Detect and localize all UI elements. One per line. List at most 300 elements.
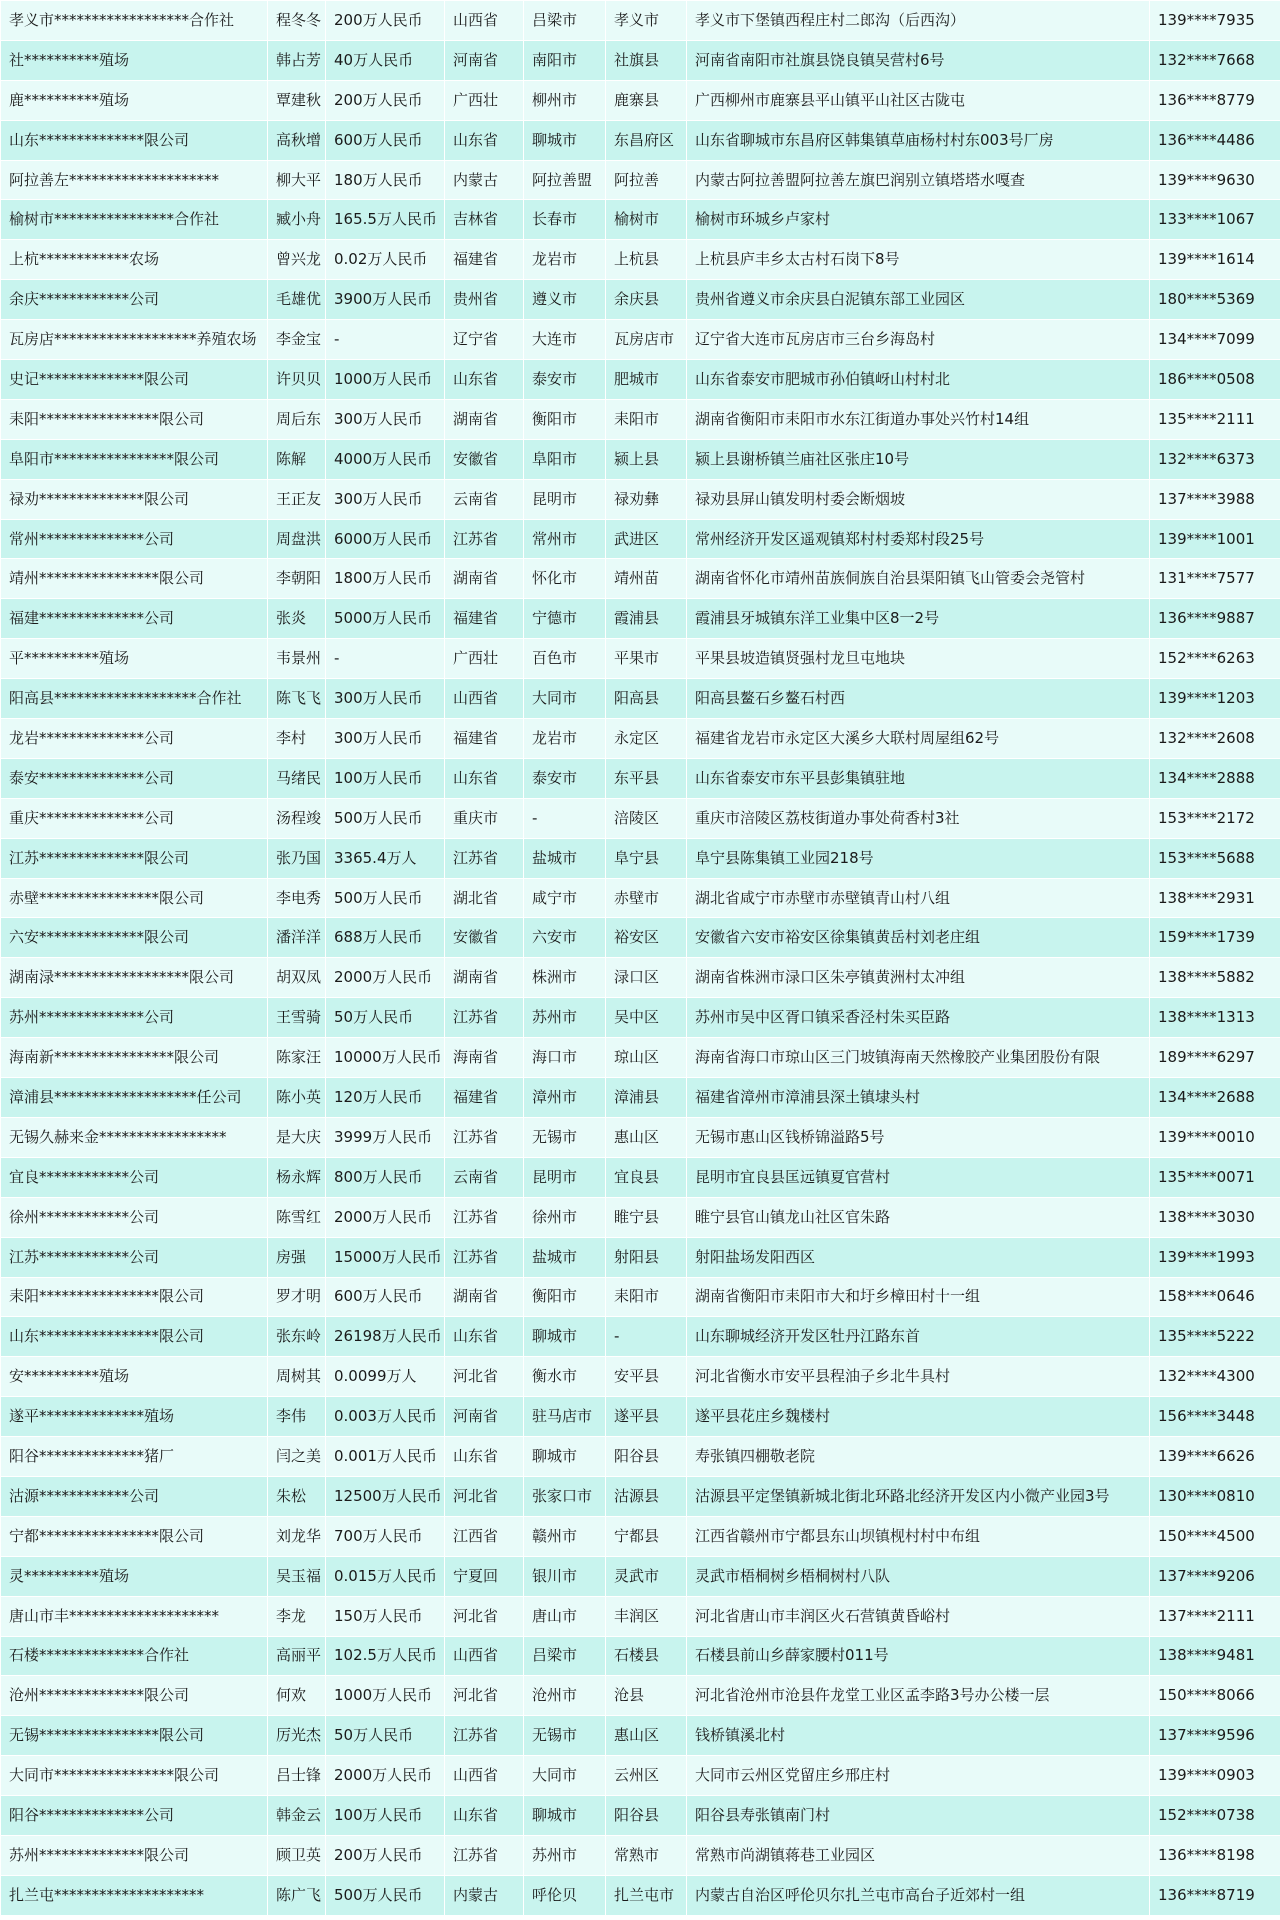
district-cell: 瓦房店市 xyxy=(606,320,687,360)
city-cell: 银川市 xyxy=(524,1556,606,1596)
province-cell: 山东省 xyxy=(445,1437,524,1477)
address-cell: 常州经济开发区遥观镇郑村村委郑村段25号 xyxy=(687,519,1150,559)
province-cell: 河北省 xyxy=(445,1676,524,1716)
address-cell: 河北省唐山市丰润区火石营镇黄昏峪村 xyxy=(687,1596,1150,1636)
province-cell: 内蒙古 xyxy=(445,1875,524,1915)
table-row xyxy=(1,399,1280,439)
province-cell: 河北省 xyxy=(445,1596,524,1636)
province-cell: 宁夏回 xyxy=(445,1556,524,1596)
province-cell: 江苏省 xyxy=(445,1197,524,1237)
legal-rep-cell: 闫之美 xyxy=(268,1437,326,1477)
phone-cell: 139****0010 xyxy=(1150,1117,1280,1157)
district-cell: 惠山区 xyxy=(606,1117,687,1157)
company-name-cell: 瓦房店*******************养殖农场 xyxy=(1,320,268,360)
table-row xyxy=(1,1,1280,41)
registered-capital-cell: 1000万人民币 xyxy=(326,1676,445,1716)
phone-cell: 132****7668 xyxy=(1150,40,1280,80)
company-name-cell: 耒阳****************限公司 xyxy=(1,399,268,439)
phone-cell: 152****6263 xyxy=(1150,639,1280,679)
legal-rep-cell: 吕士锋 xyxy=(268,1756,326,1796)
district-cell: 漳浦县 xyxy=(606,1078,687,1118)
address-cell: 江西省赣州市宁都县东山坝镇枧村村中布组 xyxy=(687,1516,1150,1556)
legal-rep-cell: 许贝贝 xyxy=(268,360,326,400)
phone-cell: 150****4500 xyxy=(1150,1516,1280,1556)
table-row xyxy=(1,1117,1280,1157)
legal-rep-cell: 曾兴龙 xyxy=(268,240,326,280)
address-cell: 上杭县庐丰乡太古村石岗下8号 xyxy=(687,240,1150,280)
registered-capital-cell: 200万人民币 xyxy=(326,1835,445,1875)
phone-cell: 138****9481 xyxy=(1150,1636,1280,1676)
province-cell: 江苏省 xyxy=(445,519,524,559)
district-cell: 宜良县 xyxy=(606,1157,687,1197)
district-cell: 涪陵区 xyxy=(606,798,687,838)
registered-capital-cell: 150万人民币 xyxy=(326,1596,445,1636)
city-cell: 聊城市 xyxy=(524,1437,606,1477)
phone-cell: 136****9887 xyxy=(1150,599,1280,639)
province-cell: 湖北省 xyxy=(445,878,524,918)
company-name-cell: 靖州****************限公司 xyxy=(1,559,268,599)
address-cell: 内蒙古自治区呼伦贝尔扎兰屯市高台子近郊村一组 xyxy=(687,1875,1150,1915)
district-cell: 裕安区 xyxy=(606,918,687,958)
legal-rep-cell: 周树其 xyxy=(268,1357,326,1397)
district-cell: 阿拉善 xyxy=(606,160,687,200)
city-cell: 常州市 xyxy=(524,519,606,559)
phone-cell: 137****9596 xyxy=(1150,1716,1280,1756)
phone-cell: 139****1993 xyxy=(1150,1237,1280,1277)
province-cell: 福建省 xyxy=(445,719,524,759)
address-cell: 遂平县花庄乡魏楼村 xyxy=(687,1397,1150,1437)
company-name-cell: 上杭************农场 xyxy=(1,240,268,280)
province-cell: 海南省 xyxy=(445,1038,524,1078)
legal-rep-cell: 刘龙华 xyxy=(268,1516,326,1556)
city-cell: 无锡市 xyxy=(524,1716,606,1756)
address-cell: 湖北省咸宁市赤壁市赤壁镇青山村八组 xyxy=(687,878,1150,918)
province-cell: 山东省 xyxy=(445,120,524,160)
district-cell: 东昌府区 xyxy=(606,120,687,160)
district-cell: 禄劝彝 xyxy=(606,479,687,519)
company-name-cell: 平**********殖场 xyxy=(1,639,268,679)
legal-rep-cell: 朱松 xyxy=(268,1476,326,1516)
registered-capital-cell: 50万人民币 xyxy=(326,1716,445,1756)
company-name-cell: 阿拉善左******************** xyxy=(1,160,268,200)
address-cell: 辽宁省大连市瓦房店市三台乡海岛村 xyxy=(687,320,1150,360)
phone-cell: 136****4486 xyxy=(1150,120,1280,160)
registered-capital-cell: 300万人民币 xyxy=(326,719,445,759)
province-cell: 内蒙古 xyxy=(445,160,524,200)
phone-cell: 139****1614 xyxy=(1150,240,1280,280)
legal-rep-cell: 臧小舟 xyxy=(268,200,326,240)
city-cell: 聊城市 xyxy=(524,120,606,160)
company-name-cell: 常州**************公司 xyxy=(1,519,268,559)
phone-cell: 139****0903 xyxy=(1150,1756,1280,1796)
address-cell: 寿张镇四棚敬老院 xyxy=(687,1437,1150,1477)
legal-rep-cell: 韩金云 xyxy=(268,1796,326,1836)
table-row xyxy=(1,1596,1280,1636)
registered-capital-cell: 100万人民币 xyxy=(326,758,445,798)
district-cell: 社旗县 xyxy=(606,40,687,80)
table-row xyxy=(1,1476,1280,1516)
city-cell: 昆明市 xyxy=(524,1157,606,1197)
district-cell: 武进区 xyxy=(606,519,687,559)
phone-cell: 159****1739 xyxy=(1150,918,1280,958)
phone-cell: 156****3448 xyxy=(1150,1397,1280,1437)
city-cell: 呼伦贝 xyxy=(524,1875,606,1915)
legal-rep-cell: 韩占芳 xyxy=(268,40,326,80)
registered-capital-cell: 2000万人民币 xyxy=(326,958,445,998)
company-name-cell: 龙岩**************公司 xyxy=(1,719,268,759)
legal-rep-cell: 顾卫英 xyxy=(268,1835,326,1875)
address-cell: 苏州市吴中区胥口镇采香泾村朱买臣路 xyxy=(687,998,1150,1038)
phone-cell: 137****2111 xyxy=(1150,1596,1280,1636)
company-name-cell: 阳谷**************猪厂 xyxy=(1,1437,268,1477)
district-cell: 上杭县 xyxy=(606,240,687,280)
phone-cell: 139****1203 xyxy=(1150,679,1280,719)
company-name-cell: 山东**************限公司 xyxy=(1,120,268,160)
phone-cell: 153****2172 xyxy=(1150,798,1280,838)
company-name-cell: 遂平**************殖场 xyxy=(1,1397,268,1437)
registered-capital-cell: 2000万人民币 xyxy=(326,1756,445,1796)
address-cell: 阜宁县陈集镇工业园218号 xyxy=(687,838,1150,878)
legal-rep-cell: 陈广飞 xyxy=(268,1875,326,1915)
company-name-cell: 漳浦县*******************任公司 xyxy=(1,1078,268,1118)
province-cell: 辽宁省 xyxy=(445,320,524,360)
district-cell: 肥城市 xyxy=(606,360,687,400)
legal-rep-cell: 周盘洪 xyxy=(268,519,326,559)
district-cell: 阳谷县 xyxy=(606,1437,687,1477)
district-cell: 霞浦县 xyxy=(606,599,687,639)
address-cell: 山东省泰安市肥城市孙伯镇岈山村村北 xyxy=(687,360,1150,400)
company-name-cell: 社**********殖场 xyxy=(1,40,268,80)
registered-capital-cell: 700万人民币 xyxy=(326,1516,445,1556)
district-cell: 沽源县 xyxy=(606,1476,687,1516)
table-row xyxy=(1,439,1280,479)
registered-capital-cell: 800万人民币 xyxy=(326,1157,445,1197)
district-cell: 永定区 xyxy=(606,719,687,759)
city-cell: 吕梁市 xyxy=(524,1636,606,1676)
city-cell: 百色市 xyxy=(524,639,606,679)
city-cell: 阜阳市 xyxy=(524,439,606,479)
table-row xyxy=(1,918,1280,958)
district-cell: 东平县 xyxy=(606,758,687,798)
table-row xyxy=(1,120,1280,160)
table-row xyxy=(1,838,1280,878)
legal-rep-cell: 程冬冬 xyxy=(268,1,326,41)
address-cell: 阳高县鳌石乡鳌石村西 xyxy=(687,679,1150,719)
address-cell: 湖南省衡阳市耒阳市水东江街道办事处兴竹村14组 xyxy=(687,399,1150,439)
legal-rep-cell: 陈雪红 xyxy=(268,1197,326,1237)
legal-rep-cell: 王正友 xyxy=(268,479,326,519)
city-cell: 阿拉善盟 xyxy=(524,160,606,200)
company-name-cell: 宜良************公司 xyxy=(1,1157,268,1197)
company-name-cell: 福建**************公司 xyxy=(1,599,268,639)
district-cell: 孝义市 xyxy=(606,1,687,41)
address-cell: 山东省聊城市东昌府区韩集镇草庙杨村村东003号厂房 xyxy=(687,120,1150,160)
district-cell: 射阳县 xyxy=(606,1237,687,1277)
table-row xyxy=(1,360,1280,400)
company-name-cell: 史记**************限公司 xyxy=(1,360,268,400)
address-cell: 安徽省六安市裕安区徐集镇黄岳村刘老庄组 xyxy=(687,918,1150,958)
table-row xyxy=(1,200,1280,240)
registered-capital-cell: 180万人民币 xyxy=(326,160,445,200)
province-cell: 山西省 xyxy=(445,1636,524,1676)
address-cell: 湖南省怀化市靖州苗族侗族自治县渠阳镇飞山管委会尧管村 xyxy=(687,559,1150,599)
company-name-cell: 苏州**************限公司 xyxy=(1,1835,268,1875)
city-cell: 昆明市 xyxy=(524,479,606,519)
legal-rep-cell: 柳大平 xyxy=(268,160,326,200)
legal-rep-cell: 杨永辉 xyxy=(268,1157,326,1197)
company-name-cell: 山东****************限公司 xyxy=(1,1317,268,1357)
district-cell: 耒阳市 xyxy=(606,399,687,439)
city-cell: 无锡市 xyxy=(524,1117,606,1157)
district-cell: 余庆县 xyxy=(606,280,687,320)
address-cell: 沽源县平定堡镇新城北街北环路北经济开发区内小微产业园3号 xyxy=(687,1476,1150,1516)
address-cell: 平果县坡造镇贤强村龙旦屯地块 xyxy=(687,639,1150,679)
address-cell: 榆树市环城乡卢家村 xyxy=(687,200,1150,240)
table-row xyxy=(1,758,1280,798)
city-cell: 驻马店市 xyxy=(524,1397,606,1437)
district-cell: 耒阳市 xyxy=(606,1277,687,1317)
province-cell: 江苏省 xyxy=(445,1237,524,1277)
phone-cell: 138****2931 xyxy=(1150,878,1280,918)
city-cell: 徐州市 xyxy=(524,1197,606,1237)
company-name-cell: 鹿**********殖场 xyxy=(1,80,268,120)
registered-capital-cell: 300万人民币 xyxy=(326,399,445,439)
city-cell: 泰安市 xyxy=(524,758,606,798)
province-cell: 湖南省 xyxy=(445,958,524,998)
table-row xyxy=(1,479,1280,519)
phone-cell: 153****5688 xyxy=(1150,838,1280,878)
table-row xyxy=(1,1397,1280,1437)
registered-capital-cell: 0.003万人民币 xyxy=(326,1397,445,1437)
district-cell: 阜宁县 xyxy=(606,838,687,878)
legal-rep-cell: 陈小英 xyxy=(268,1078,326,1118)
city-cell: 吕梁市 xyxy=(524,1,606,41)
company-name-cell: 榆树市****************合作社 xyxy=(1,200,268,240)
province-cell: 山东省 xyxy=(445,758,524,798)
registered-capital-cell: 100万人民币 xyxy=(326,1796,445,1836)
address-cell: 重庆市涪陵区荔枝街道办事处荷香村3社 xyxy=(687,798,1150,838)
phone-cell: 130****0810 xyxy=(1150,1476,1280,1516)
province-cell: 安徽省 xyxy=(445,918,524,958)
registered-capital-cell: 600万人民币 xyxy=(326,120,445,160)
address-cell: 射阳盐场发阳西区 xyxy=(687,1237,1150,1277)
province-cell: 福建省 xyxy=(445,1078,524,1118)
address-cell: 孝义市下堡镇西程庄村二郎沟（后西沟） xyxy=(687,1,1150,41)
address-cell: 山东聊城经济开发区牡丹江路东首 xyxy=(687,1317,1150,1357)
legal-rep-cell: 房强 xyxy=(268,1237,326,1277)
table-row xyxy=(1,679,1280,719)
phone-cell: 158****0646 xyxy=(1150,1277,1280,1317)
table-row xyxy=(1,80,1280,120)
registered-capital-cell: 500万人民币 xyxy=(326,878,445,918)
table-row xyxy=(1,1875,1280,1915)
company-name-cell: 禄劝**************限公司 xyxy=(1,479,268,519)
phone-cell: 137****3988 xyxy=(1150,479,1280,519)
province-cell: 山东省 xyxy=(445,360,524,400)
phone-cell: 138****5882 xyxy=(1150,958,1280,998)
district-cell: 渌口区 xyxy=(606,958,687,998)
province-cell: 河北省 xyxy=(445,1357,524,1397)
table-row xyxy=(1,160,1280,200)
legal-rep-cell: 汤程竣 xyxy=(268,798,326,838)
table-row xyxy=(1,1357,1280,1397)
address-cell: 灵武市梧桐树乡梧桐树村八队 xyxy=(687,1556,1150,1596)
phone-cell: 139****6626 xyxy=(1150,1437,1280,1477)
city-cell: 宁德市 xyxy=(524,599,606,639)
legal-rep-cell: 潘洋洋 xyxy=(268,918,326,958)
address-cell: 颍上县谢桥镇兰庙社区张庄10号 xyxy=(687,439,1150,479)
phone-cell: 132****6373 xyxy=(1150,439,1280,479)
legal-rep-cell: 胡双凤 xyxy=(268,958,326,998)
legal-rep-cell: 韦景州 xyxy=(268,639,326,679)
city-cell: 漳州市 xyxy=(524,1078,606,1118)
legal-rep-cell: 是大庆 xyxy=(268,1117,326,1157)
city-cell: - xyxy=(524,798,606,838)
legal-rep-cell: 周后东 xyxy=(268,399,326,439)
table-row xyxy=(1,798,1280,838)
city-cell: 张家口市 xyxy=(524,1476,606,1516)
district-cell: 灵武市 xyxy=(606,1556,687,1596)
province-cell: 江苏省 xyxy=(445,838,524,878)
table-row xyxy=(1,1197,1280,1237)
legal-rep-cell: 高秋增 xyxy=(268,120,326,160)
legal-rep-cell: 陈家汪 xyxy=(268,1038,326,1078)
company-name-cell: 江苏**************限公司 xyxy=(1,838,268,878)
address-cell: 睢宁县官山镇龙山社区官朱路 xyxy=(687,1197,1150,1237)
phone-cell: 138****1313 xyxy=(1150,998,1280,1038)
registered-capital-cell: 200万人民币 xyxy=(326,80,445,120)
registered-capital-cell: 0.001万人民币 xyxy=(326,1437,445,1477)
table-row xyxy=(1,599,1280,639)
company-name-cell: 阜阳市****************限公司 xyxy=(1,439,268,479)
phone-cell: 139****7935 xyxy=(1150,1,1280,41)
address-cell: 昆明市宜良县匡远镇夏官营村 xyxy=(687,1157,1150,1197)
legal-rep-cell: 李金宝 xyxy=(268,320,326,360)
legal-rep-cell: 张炎 xyxy=(268,599,326,639)
table-row xyxy=(1,958,1280,998)
registered-capital-cell: 500万人民币 xyxy=(326,1875,445,1915)
company-name-cell: 重庆**************公司 xyxy=(1,798,268,838)
city-cell: 遵义市 xyxy=(524,280,606,320)
table-row xyxy=(1,719,1280,759)
registered-capital-cell: 0.015万人民币 xyxy=(326,1556,445,1596)
registered-capital-cell: 3900万人民币 xyxy=(326,280,445,320)
company-name-cell: 扎兰屯******************** xyxy=(1,1875,268,1915)
registered-capital-cell: 6000万人民币 xyxy=(326,519,445,559)
table-row xyxy=(1,1796,1280,1836)
table-row xyxy=(1,1756,1280,1796)
table-row xyxy=(1,1317,1280,1357)
district-cell: 赤壁市 xyxy=(606,878,687,918)
address-cell: 禄劝县屏山镇发明村委会断烟坡 xyxy=(687,479,1150,519)
address-cell: 贵州省遵义市余庆县白泥镇东部工业园区 xyxy=(687,280,1150,320)
company-name-cell: 无锡久赫来金***************** xyxy=(1,1117,268,1157)
legal-rep-cell: 覃建秋 xyxy=(268,80,326,120)
province-cell: 山东省 xyxy=(445,1796,524,1836)
legal-rep-cell: 张东岭 xyxy=(268,1317,326,1357)
phone-cell: 133****1067 xyxy=(1150,200,1280,240)
table-row xyxy=(1,1437,1280,1477)
address-cell: 湖南省株洲市渌口区朱亭镇黄洲村太冲组 xyxy=(687,958,1150,998)
registered-capital-cell: 10000万人民币 xyxy=(326,1038,445,1078)
city-cell: 赣州市 xyxy=(524,1516,606,1556)
city-cell: 南阳市 xyxy=(524,40,606,80)
district-cell: 安平县 xyxy=(606,1357,687,1397)
address-cell: 河南省南阳市社旗县饶良镇吴营村6号 xyxy=(687,40,1150,80)
phone-cell: 152****0738 xyxy=(1150,1796,1280,1836)
city-cell: 苏州市 xyxy=(524,1835,606,1875)
table-row xyxy=(1,1038,1280,1078)
table-row xyxy=(1,639,1280,679)
address-cell: 内蒙古阿拉善盟阿拉善左旗巴润别立镇塔塔水嘎查 xyxy=(687,160,1150,200)
registered-capital-cell: - xyxy=(326,639,445,679)
district-cell: 阳谷县 xyxy=(606,1796,687,1836)
legal-rep-cell: 吴玉福 xyxy=(268,1556,326,1596)
company-name-cell: 赤壁****************限公司 xyxy=(1,878,268,918)
city-cell: 海口市 xyxy=(524,1038,606,1078)
table-row xyxy=(1,1676,1280,1716)
table-row xyxy=(1,1237,1280,1277)
phone-cell: 131****7577 xyxy=(1150,559,1280,599)
city-cell: 苏州市 xyxy=(524,998,606,1038)
phone-cell: 132****4300 xyxy=(1150,1357,1280,1397)
city-cell: 衡水市 xyxy=(524,1357,606,1397)
legal-rep-cell: 李电秀 xyxy=(268,878,326,918)
table-row xyxy=(1,1716,1280,1756)
address-cell: 石楼县前山乡薛家腰村011号 xyxy=(687,1636,1150,1676)
phone-cell: 180****5369 xyxy=(1150,280,1280,320)
registered-capital-cell: - xyxy=(326,320,445,360)
phone-cell: 189****6297 xyxy=(1150,1038,1280,1078)
phone-cell: 132****2608 xyxy=(1150,719,1280,759)
registered-capital-cell: 600万人民币 xyxy=(326,1277,445,1317)
phone-cell: 139****9630 xyxy=(1150,160,1280,200)
province-cell: 江苏省 xyxy=(445,1835,524,1875)
registered-capital-cell: 26198万人民币 xyxy=(326,1317,445,1357)
city-cell: 龙岩市 xyxy=(524,719,606,759)
registered-capital-cell: 300万人民币 xyxy=(326,479,445,519)
registered-capital-cell: 102.5万人民币 xyxy=(326,1636,445,1676)
legal-rep-cell: 厉光杰 xyxy=(268,1716,326,1756)
phone-cell: 134****2688 xyxy=(1150,1078,1280,1118)
address-cell: 河北省沧州市沧县仵龙堂工业区孟李路3号办公楼一层 xyxy=(687,1676,1150,1716)
phone-cell: 139****1001 xyxy=(1150,519,1280,559)
company-name-cell: 阳谷**************公司 xyxy=(1,1796,268,1836)
phone-cell: 137****9206 xyxy=(1150,1556,1280,1596)
legal-rep-cell: 李朝阳 xyxy=(268,559,326,599)
district-cell: 沧县 xyxy=(606,1676,687,1716)
table-row xyxy=(1,1157,1280,1197)
province-cell: 福建省 xyxy=(445,599,524,639)
company-name-cell: 阳高县*******************合作社 xyxy=(1,679,268,719)
city-cell: 聊城市 xyxy=(524,1796,606,1836)
province-cell: 云南省 xyxy=(445,479,524,519)
legal-rep-cell: 陈解 xyxy=(268,439,326,479)
address-cell: 福建省龙岩市永定区大溪乡大联村周屋组62号 xyxy=(687,719,1150,759)
registered-capital-cell: 4000万人民币 xyxy=(326,439,445,479)
district-cell: 石楼县 xyxy=(606,1636,687,1676)
city-cell: 盐城市 xyxy=(524,1237,606,1277)
province-cell: 江苏省 xyxy=(445,1117,524,1157)
district-cell: 吴中区 xyxy=(606,998,687,1038)
address-cell: 常熟市尚湖镇蒋巷工业园区 xyxy=(687,1835,1150,1875)
registered-capital-cell: 688万人民币 xyxy=(326,918,445,958)
district-cell: - xyxy=(606,1317,687,1357)
table-row xyxy=(1,998,1280,1038)
province-cell: 广西壮 xyxy=(445,639,524,679)
legal-rep-cell: 罗才明 xyxy=(268,1277,326,1317)
city-cell: 龙岩市 xyxy=(524,240,606,280)
